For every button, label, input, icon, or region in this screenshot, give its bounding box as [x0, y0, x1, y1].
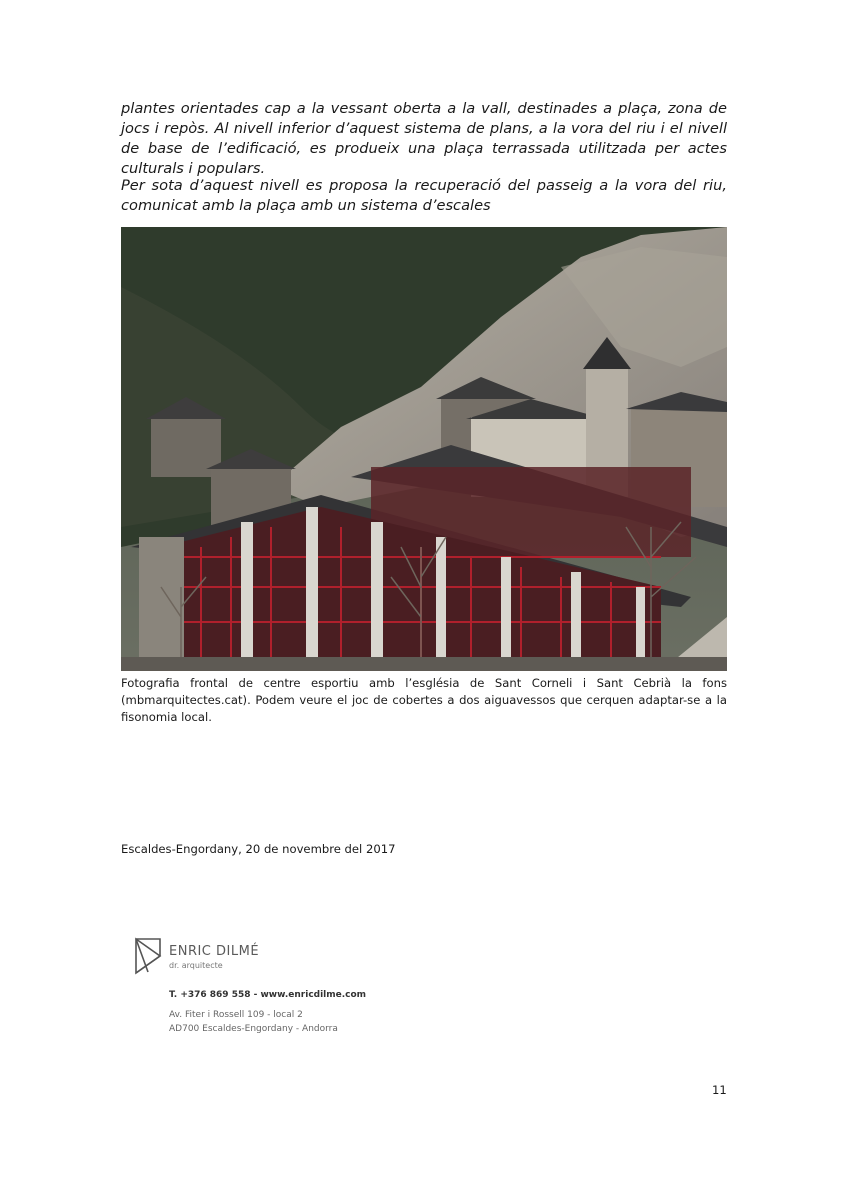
diamond-logo-icon: [133, 936, 163, 976]
photo-caption: Fotografia frontal de centre esportiu amb l’església de Sant Corneli i Sant Cebrià la fons (mbmarquitectes.cat). Podem veure el joc de cobertes a dos aiguavessos que cerquen adaptar-se a la fisonomia local.: [121, 676, 727, 724]
body-paragraph-1: plantes orientades cap a la vessant oberta a la vall, destinades a plaça, zona de jocs i repòs. Al nivell inferior d’aquest sistema de plans, a la vora del riu i el nivell de base de l’edificació, es produeix una plaça terrassada utilitzada per actes culturals i populars.: [121, 100, 727, 177]
address-line-1: Av. Fiter i Rossell 109 - local 2: [169, 1010, 303, 1020]
date-line: Escaldes-Engordany, 20 de novembre del 2017: [121, 842, 396, 856]
body-paragraph-2: Per sota d’aquest nivell es proposa la recuperació del passeig a la vora del riu, comunicat amb la plaça amb un sistema d’escales: [121, 177, 727, 214]
sports-center-photo: [121, 227, 727, 671]
contact-phone-web: T. +376 869 558 - www.enricdilme.com: [169, 990, 367, 1000]
brand-name: ENRIC DILMÉ: [169, 944, 260, 959]
address-line-2: AD700 Escaldes-Engordany - Andorra: [169, 1024, 338, 1034]
page-number: 11: [712, 1083, 727, 1097]
brand-subtitle: dr. arquitecte: [169, 961, 223, 970]
